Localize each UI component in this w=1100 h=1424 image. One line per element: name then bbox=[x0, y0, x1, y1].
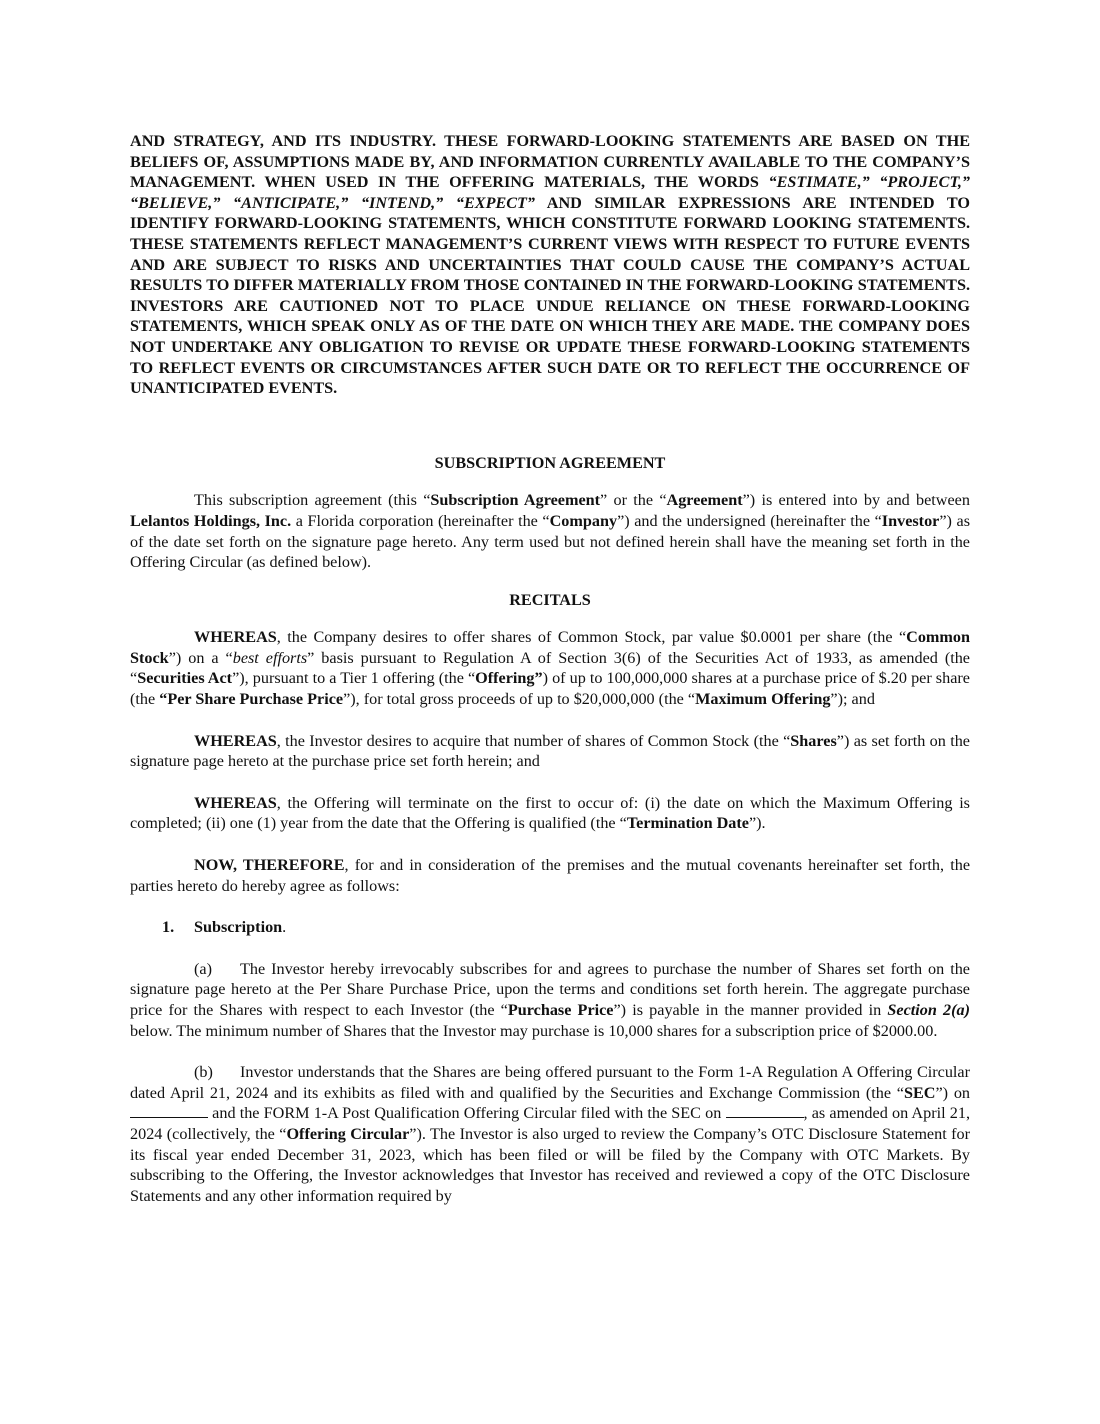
disclaimer-text: AND SIMILAR EXPRESSIONS ARE INTENDED TO IDENTIFY FORWARD-LOOKING STATEMENTS, WHICH CONSTITUTE FORWARD LOOKING STATEMENTS. THESE STATEMENTS REFLECT MANAGEMENT’S CURRENT VIEWS WITH RESPECT TO FUTURE EVENTS AND ARE SUBJECT TO RISKS AND UNCERTAINTIES THAT COULD CAUSE THE COMPANY’S ACTUAL RESULTS TO DIFFER MATERIALLY FROM THOSE CONTAINED IN THE FORWARD-LOOKING STATEMENTS. INVESTORS ARE CAUTIONED NOT TO PLACE UNDUE RELIANCE ON THESE FORWARD-LOOKING STATEMENTS, WHICH SPEAK ONLY AS OF THE DATE ON WHICH THEY ARE MADE. THE COMPANY DOES NOT UNDERTAKE ANY OBLIGATION TO REVISE OR UPDATE THESE FORWARD-LOOKING STATEMENTS TO REFLECT EVENTS OR CIRCUMSTANCES AFTER SUCH DATE OR TO REFLECT THE OCCURRENCE OF UNANTICIPATED EVENTS. bbox=[130, 193, 970, 398]
subsection-label: (b) bbox=[194, 1063, 213, 1082]
disclaimer-term: “BELIEVE,” bbox=[130, 193, 221, 212]
disclaimer-term: “PROJECT,” bbox=[879, 173, 971, 192]
disclaimer-term: “INTEND,” bbox=[360, 193, 444, 212]
subsection-label: (a) bbox=[194, 959, 212, 978]
section-1-heading: 1. Subscription. bbox=[162, 918, 287, 937]
recital-paragraph: WHEREAS, the Offering will terminate on the first to occur of: (i) the date on which the Maximum Offering is completed; (ii) one (1) year from the date that the Offering is qualified (the “Termination Date”). bbox=[130, 793, 970, 833]
section-title: Subscription bbox=[194, 918, 283, 937]
recital-paragraph: WHEREAS, the Company desires to offer shares of Common Stock, par value $0.0001 per share (the “Common Stock”) on a “best efforts” basis pursuant to Regulation A of Section 3(6) of the Securities Act of 1933, as amended (the “Securities Act”), pursuant to a Tier 1 offering (the “Offering”) of up to 100,000,000 shares at a purchase price of $.20 per share (the “Per Share Purchase Price”), for total gross proceeds of up to $20,000,000 (the “Maximum Offering”); and bbox=[130, 628, 970, 709]
disclaimer-text: AND STRATEGY, AND ITS INDUSTRY. THESE FORWARD-LOOKING STATEMENTS ARE BASED ON THE BELIEFS OF, ASSUMPTIONS MADE BY, AND INFORMATION CURRENTLY AVAILABLE TO THE COMPANY’S MANAGEMENT. WHEN USED IN THE OFFERING MATERIALS, THE WORDS bbox=[130, 132, 970, 192]
blank-date-line bbox=[130, 1104, 208, 1118]
section-1a-paragraph: (a) The Investor hereby irrevocably subscribes for and agrees to purchase the number of Shares set forth on the signature page hereto at the Per Share Purchase Price, upon the terms and conditions set forth herein. The aggregate purchase price for the Shares with respect to each Investor (the “Purchase Price”) is payable in the manner provided in Section 2(a) below. The minimum number of Shares that the Investor may purchase is 10,000 shares for a subscription price of $2000.00. bbox=[130, 959, 970, 1040]
recitals-heading: RECITALS bbox=[509, 590, 591, 609]
agreement-intro-paragraph: This subscription agreement (this “Subscription Agreement” or the “Agreement”) is entered into by and between Lelantos Holdings, Inc. a Florida corporation (hereinafter the “Company”) and the undersigned (hereinafter the “Investor”) as of the date set forth on the signature page hereto. Any term used but not defined herein shall have the meaning set forth in the Offering Circular (as defined below). bbox=[130, 491, 970, 572]
section-number: 1. bbox=[162, 918, 175, 937]
subscription-agreement-heading: SUBSCRIPTION AGREEMENT bbox=[434, 453, 666, 472]
disclaimer-term: “EXPECT” bbox=[455, 193, 536, 212]
document-page bbox=[130, 131, 970, 1206]
blank-date-line bbox=[726, 1104, 804, 1118]
now-therefore-paragraph: NOW, THEREFORE, for and in consideration of the premises and the mutual covenants hereinafter set forth, the parties hereto do hereby agree as follows: bbox=[130, 856, 971, 895]
disclaimer-term: “ESTIMATE,” bbox=[768, 173, 870, 192]
disclaimer-term: “ANTICIPATE,” bbox=[233, 193, 349, 212]
section-1b-paragraph: (b) Investor understands that the Shares are being offered pursuant to the Form 1-A Regulation A Offering Circular dated April 21, 2024 and its exhibits as filed with and qualified by the Securities and Exchange Commission (the “SEC”) on and the FORM 1-A Post Qualification Offering Circular filed with the SEC on , as amended on April 21, 2024 (collectively, the “Offering Circular”). The Investor is also urged to review the Company’s OTC Disclosure Statement for its fiscal year ended December 31, 2023, which has been filed or will be filed by the Company with OTC Markets. By subscribing to the Offering, the Investor acknowledges that Investor has received and reviewed a copy of the OTC Disclosure Statements and any other information required by bbox=[130, 1063, 971, 1205]
recital-paragraph: WHEREAS, the Investor desires to acquire that number of shares of Common Stock (the “Shares”) as set forth on the signature page hereto at the purchase price set forth herein; and bbox=[130, 731, 970, 771]
forward-looking-disclaimer bbox=[130, 131, 970, 399]
